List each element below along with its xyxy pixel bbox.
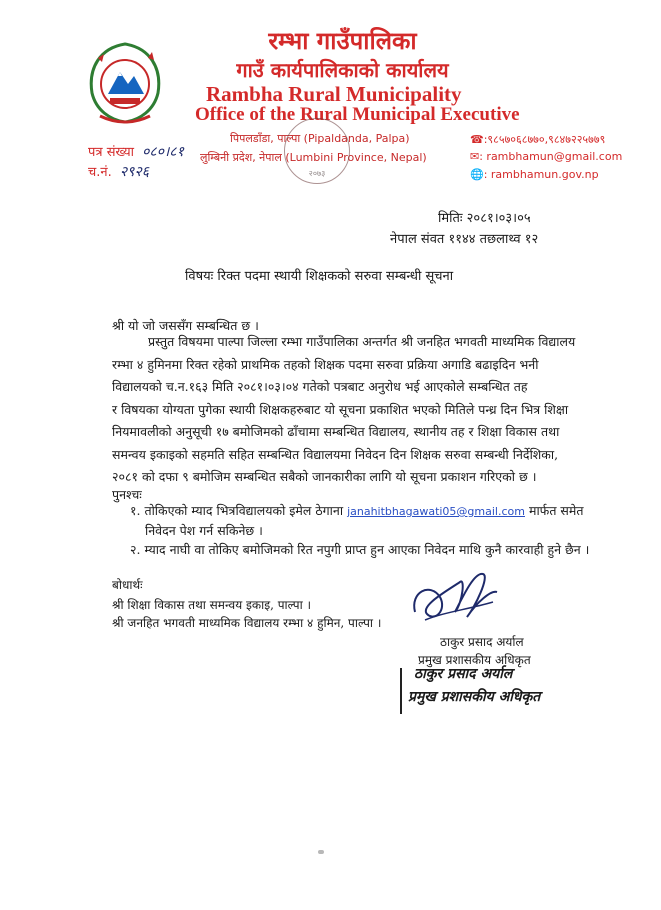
note1-post: मार्फत समेत bbox=[528, 503, 584, 518]
school-email-link[interactable]: janahitbhagawati05@gmail.com bbox=[347, 505, 525, 518]
chalan-value: २९२६ bbox=[119, 164, 150, 180]
handwritten-signature bbox=[405, 562, 505, 632]
note-2: २. म्याद नाघी वा तोकिए बमोजिमको रित नपुगी प्राप्त हुन आएका निवेदन माथि कुनै कारवाही हुने छैन । bbox=[130, 542, 590, 557]
patra-sankhya bbox=[88, 142, 184, 161]
municipality-name-en: Rambha Rural Municipality bbox=[206, 82, 462, 106]
seal-year: २०७३ bbox=[308, 169, 326, 178]
patra-label: पत्र संख्या bbox=[88, 145, 134, 160]
address-np: पिपलडाँडा, पाल्पा (Pipaldanda, Palpa) bbox=[230, 132, 410, 145]
body-paragraph bbox=[112, 331, 612, 489]
note1-text: १. तोकिएको म्याद भित्रविद्यालयको इमेल ठेगाना bbox=[130, 503, 344, 518]
phone-number: ☎:९८५७०६८७७०,९८४७२२५७७९ bbox=[470, 133, 606, 146]
province-text: लुम्बिनी प्रदेश, नेपाल (Lumbini Province, Nepal) bbox=[200, 151, 427, 164]
office-name-np: गाउँ कार्यपालिकाको कार्यालय bbox=[236, 58, 449, 82]
date-nepal-sambat: नेपाल संवत ११४४ तछलाथ्व १२ bbox=[390, 232, 539, 247]
patra-value: ०८०।८१ bbox=[142, 144, 184, 160]
stamp-title: प्रमुख प्रशासकीय अधिकृत bbox=[408, 689, 541, 705]
body-line: नियमावलीको अनुसूची १७ बमोजिमको ढाँचामा सम्बन्धित विद्यालय, स्थानीय तह र शिक्षा विकास तथा bbox=[112, 424, 560, 439]
scan-speck bbox=[318, 850, 324, 854]
salutation: श्री यो जो जससँग सम्बन्धित छ । bbox=[112, 318, 259, 333]
chalan-label: च.नं. bbox=[88, 165, 112, 180]
bodharth-label: बोधार्थः bbox=[112, 578, 143, 592]
body-line: र विषयका योग्यता पुगेका स्थायी शिक्षकहरुबाट यो सूचना प्रकाशित भएको मितिले पन्ध्र दिन भित्र शिक्षा bbox=[112, 401, 569, 417]
body-line: विद्यालयको च.न.१६३ मिति २०८१।०३।०४ गतेको पत्रबाट अनुरोध भई आएकोले सम्बन्धित तह bbox=[112, 379, 528, 394]
note-1-line2: निवेदन पेश गर्न सकिनेछ । bbox=[145, 523, 263, 538]
signatory-title: प्रमुख प्रशासकीय अधिकृत bbox=[418, 653, 531, 667]
stamp-name: ठाकुर प्रसाद अर्याल bbox=[414, 666, 513, 682]
subject-line: विषयः रिक्त पदमा स्थायी शिक्षकको सरुवा सम्बन्धी सूचना bbox=[185, 269, 454, 284]
office-name-en: Office of the Rural Municipal Executive bbox=[195, 104, 520, 125]
body-line: रम्भा ४ हुमिनमा रिक्त रहेको प्राथमिक तहको शिक्षक पदमा सरुवा प्रक्रिया अगाडि बढाइदिन भनी bbox=[112, 356, 539, 372]
municipality-name-np: रम्भा गाउँपालिका bbox=[268, 27, 417, 55]
body-line: २०८१ को दफा ९ बमोजिम सम्बन्धित सबैको जानकारीका लागि यो सूचना प्रकाशन गरिएको छ । bbox=[112, 469, 537, 484]
office-seal bbox=[284, 118, 350, 184]
body-line: प्रस्तुत विषयमा पाल्पा जिल्ला रम्भा गाउँपालिका अन्तर्गत श्री जनहित भगवती माध्यमिक विद्यालय bbox=[148, 334, 576, 349]
website-address[interactable]: 🌐: rambhamun.gov.np bbox=[470, 168, 599, 181]
body-line: समन्वय इकाइको सहमति सहित सम्बन्धित विद्यालयमा निवेदन दिन शिक्षक सरुवा सम्बन्धी निर्देशिका, bbox=[112, 446, 559, 462]
cc-item: श्री शिक्षा विकास तथा समन्वय इकाइ, पाल्पा । bbox=[112, 598, 312, 612]
email-address[interactable]: ✉: rambhamun@gmail.com bbox=[470, 150, 623, 163]
name-stamp bbox=[400, 662, 560, 708]
signatory-name: ठाकुर प्रसाद अर्याल bbox=[440, 635, 524, 649]
cc-item: श्री जनहित भगवती माध्यमिक विद्यालय रम्भा ४ हुमिन, पाल्पा । bbox=[112, 616, 382, 630]
chalan-number bbox=[88, 162, 149, 181]
date-miti: मितिः २०८१।०३।०५ bbox=[438, 211, 531, 226]
punashcha-label: पुनश्चः bbox=[112, 487, 142, 502]
